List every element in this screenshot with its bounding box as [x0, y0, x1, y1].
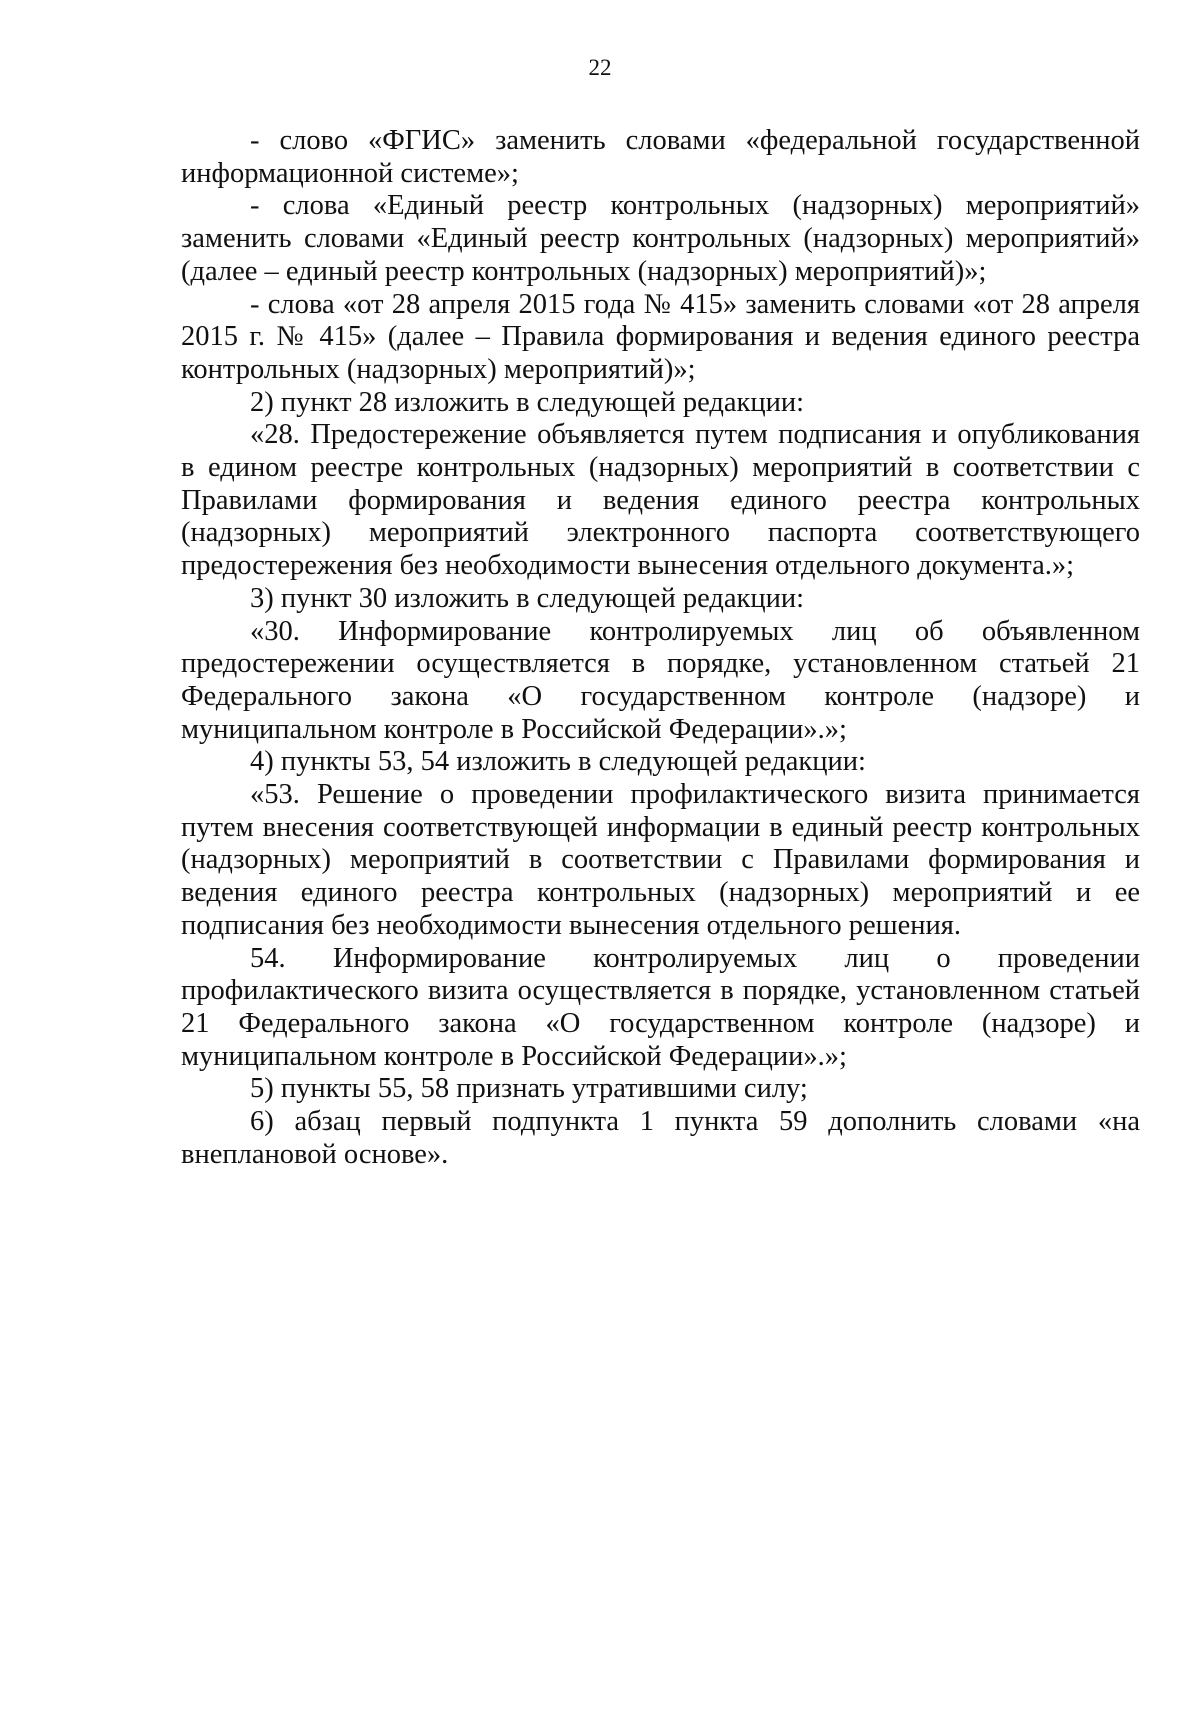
page-number: 22 [588, 55, 612, 80]
paragraph-point-53: «53. Решение о проведении профилактического визита принимается путем внесения соответствующей информации в единый реестр контрольных (надзорных) мероприятий в соответствии с Правилами формирования и ведения единого реестра контрольных (надзорных) мероприятий и ее подписания без необходимости вынесения отдельного решения. [181, 779, 1140, 941]
paragraph-point-30: «30. Информирование контролируемых лиц об объявленном предостережении осуществляется в порядке, установленном статьей 21 Федерального закона «О государственном контроле (надзоре) и муниципальном контроле в Российской Федерации».»; [181, 615, 1140, 745]
document-body [181, 125, 1140, 1172]
paragraph-item-3-heading: 3) пункт 30 изложить в следующей редакции: [250, 582, 805, 614]
paragraph-unified-registry-replacement: - слова «Единый реестр контрольных (надзорных) мероприятий» заменить словами «Единый реестр контрольных (надзорных) мероприятий» (далее – единый реестр контрольных (надзорных) мероприятий)»; [181, 190, 1140, 287]
paragraph-item-2-heading: 2) пункт 28 изложить в следующей редакции: [250, 386, 805, 418]
paragraph-point-28: «28. Предостережение объявляется путем подписания и опубликования в едином реестре контрольных (надзорных) мероприятий в соответствии с Правилами формирования и ведения единого реестра контрольных (надзорных) мероприятий электронного паспорта соответствующего предостережения без необходимости вынесения отдельного документа.»; [181, 419, 1140, 582]
paragraph-fgis-replacement: - слово «ФГИС» заменить словами «федеральной государственной информационной системе»; [181, 125, 1140, 189]
paragraph-item-5: 5) пункты 55, 58 признать утратившими силу; [250, 1073, 808, 1105]
paragraph-decree-date-replacement: - слова «от 28 апреля 2015 года № 415» заменить словами «от 28 апреля 2015 г. № 415» (далее – Правила формирования и ведения единого реестра контрольных (надзорных) мероприятий)»; [181, 288, 1140, 385]
paragraph-item-4-heading: 4) пункты 53, 54 изложить в следующей редакции: [250, 746, 866, 778]
paragraph-point-54: 54. Информирование контролируемых лиц о проведении профилактического визита осуществляется в порядке, установленном статьей 21 Федерального закона «О государственном контроле (надзоре) и муниципальном контроле в Российской Федерации».»; [181, 942, 1140, 1072]
paragraph-item-6: 6) абзац первый подпункта 1 пункта 59 дополнить словами «на внеплановой основе». [181, 1106, 1140, 1170]
